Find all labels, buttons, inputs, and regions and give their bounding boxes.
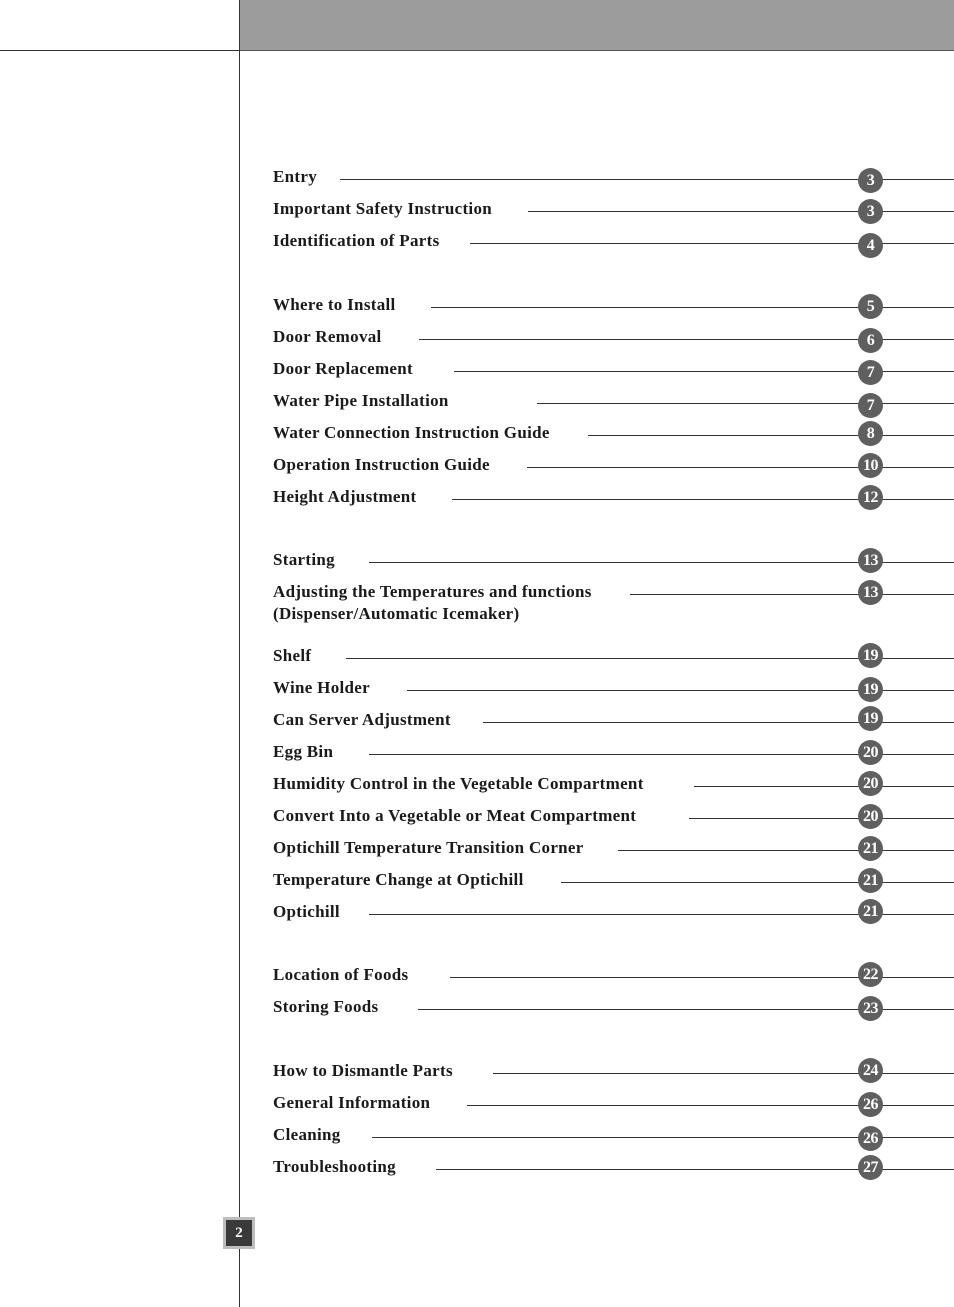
toc-page-badge: 13 — [858, 548, 883, 573]
page-number-box — [223, 1217, 255, 1249]
toc-entry-title: How to Dismantle Parts — [273, 1061, 453, 1080]
toc-entry-title: Important Safety Instruction — [273, 199, 493, 218]
toc-entry — [273, 549, 954, 579]
toc-entry-title: Operation Instruction Guide — [273, 455, 490, 474]
toc-page-badge: 3 — [858, 168, 883, 193]
toc-entry-title: Water Connection Instruction Guide — [273, 423, 550, 442]
toc-entry-title: Where to Install — [273, 295, 396, 314]
toc-entry — [273, 1092, 954, 1122]
toc-entry-title: Humidity Control in the Vegetable Compartment — [273, 774, 644, 793]
toc-entry-title: Can Server Adjustment — [273, 710, 451, 729]
toc-page-badge: 7 — [858, 360, 883, 385]
toc-entry — [273, 677, 954, 707]
toc-entry-title: Water Pipe Installation — [273, 391, 449, 410]
toc-entry-title: Door Removal — [273, 327, 382, 346]
toc-leader-line — [694, 786, 954, 787]
toc-entry-title: Convert Into a Vegetable or Meat Compartment — [273, 806, 637, 825]
toc-leader-line — [689, 818, 954, 819]
toc-page-badge: 21 — [858, 868, 883, 893]
toc-page-badge: 20 — [858, 740, 883, 765]
toc-entry-title: Shelf — [273, 646, 312, 665]
toc-page-badge: 13 — [858, 580, 883, 605]
toc-leader-line — [537, 403, 954, 404]
toc-entry-title: Egg Bin — [273, 742, 334, 761]
toc-page-badge: 19 — [858, 706, 883, 731]
toc-entry-subtitle: (Dispenser/Automatic Icemaker) — [273, 604, 520, 623]
toc-entry-title: Troubleshooting — [273, 1157, 396, 1176]
toc-entry — [273, 709, 954, 739]
toc-leader-line — [527, 467, 954, 468]
toc-entry — [273, 1156, 954, 1186]
toc-leader-line — [618, 850, 954, 851]
toc-page-badge: 24 — [858, 1058, 883, 1083]
toc-entry — [273, 996, 954, 1026]
toc-entry — [273, 901, 954, 931]
toc-leader-line — [561, 882, 954, 883]
toc-entry — [273, 869, 954, 899]
toc-page-badge: 20 — [858, 771, 883, 796]
toc-entry — [273, 741, 954, 771]
page-number: 2 — [226, 1220, 252, 1246]
toc-page-badge: 20 — [858, 804, 883, 829]
toc-entry — [273, 326, 954, 356]
toc-entry — [273, 837, 954, 867]
toc-page-badge: 4 — [858, 233, 883, 258]
toc-entry — [273, 390, 954, 420]
toc-entry-title: Door Replacement — [273, 359, 413, 378]
toc-page-badge: 10 — [858, 453, 883, 478]
toc-entry — [273, 1124, 954, 1154]
toc-page-badge: 5 — [858, 294, 883, 319]
toc-page-badge: 23 — [858, 996, 883, 1021]
toc-page-badge: 26 — [858, 1092, 883, 1117]
toc-page-badge: 21 — [858, 899, 883, 924]
toc-leader-line — [483, 722, 954, 723]
toc-page-badge: 3 — [858, 199, 883, 224]
toc-entry — [273, 166, 954, 196]
toc-leader-line — [493, 1073, 954, 1074]
toc-page-badge: 19 — [858, 677, 883, 702]
toc-entry — [273, 358, 954, 388]
toc-entry — [273, 230, 954, 260]
toc-leader-line — [630, 594, 954, 595]
toc-entry-title: Entry — [273, 167, 317, 186]
toc-entry — [273, 486, 954, 516]
toc-entry-title: Optichill — [273, 902, 340, 921]
toc-page-badge: 26 — [858, 1126, 883, 1151]
toc-entry — [273, 581, 954, 623]
toc-entry-title: Identification of Parts — [273, 231, 440, 250]
toc-entry-title: Starting — [273, 550, 335, 569]
toc-entry-title: Storing Foods — [273, 997, 379, 1016]
toc-entry — [273, 964, 954, 994]
toc-entry — [273, 1060, 954, 1090]
toc-page-badge: 21 — [858, 836, 883, 861]
toc-entry — [273, 645, 954, 675]
toc-entry-title: Height Adjustment — [273, 487, 417, 506]
toc-page-badge: 22 — [858, 962, 883, 987]
toc-entry-title: General Information — [273, 1093, 431, 1112]
toc-leader-line — [528, 211, 954, 212]
toc-page-badge: 27 — [858, 1155, 883, 1180]
toc-entry — [273, 294, 954, 324]
toc-entry — [273, 422, 954, 452]
toc-entry-title: Location of Foods — [273, 965, 409, 984]
toc-entry-title: Temperature Change at Optichill — [273, 870, 524, 889]
toc-entry — [273, 773, 954, 803]
toc-entry-title: Wine Holder — [273, 678, 370, 697]
toc-page-badge: 7 — [858, 393, 883, 418]
toc-entry — [273, 198, 954, 228]
toc-entry-title: Cleaning — [273, 1125, 341, 1144]
toc-page-badge: 8 — [858, 421, 883, 446]
toc-leader-line — [588, 435, 954, 436]
toc-entry — [273, 805, 954, 835]
toc-page-badge: 19 — [858, 643, 883, 668]
toc-page-badge: 12 — [858, 485, 883, 510]
toc-entry-title: Optichill Temperature Transition Corner — [273, 838, 584, 857]
toc-page-badge: 6 — [858, 328, 883, 353]
toc-entry-title: Adjusting the Temperatures and functions — [273, 582, 592, 601]
toc-entry — [273, 454, 954, 484]
